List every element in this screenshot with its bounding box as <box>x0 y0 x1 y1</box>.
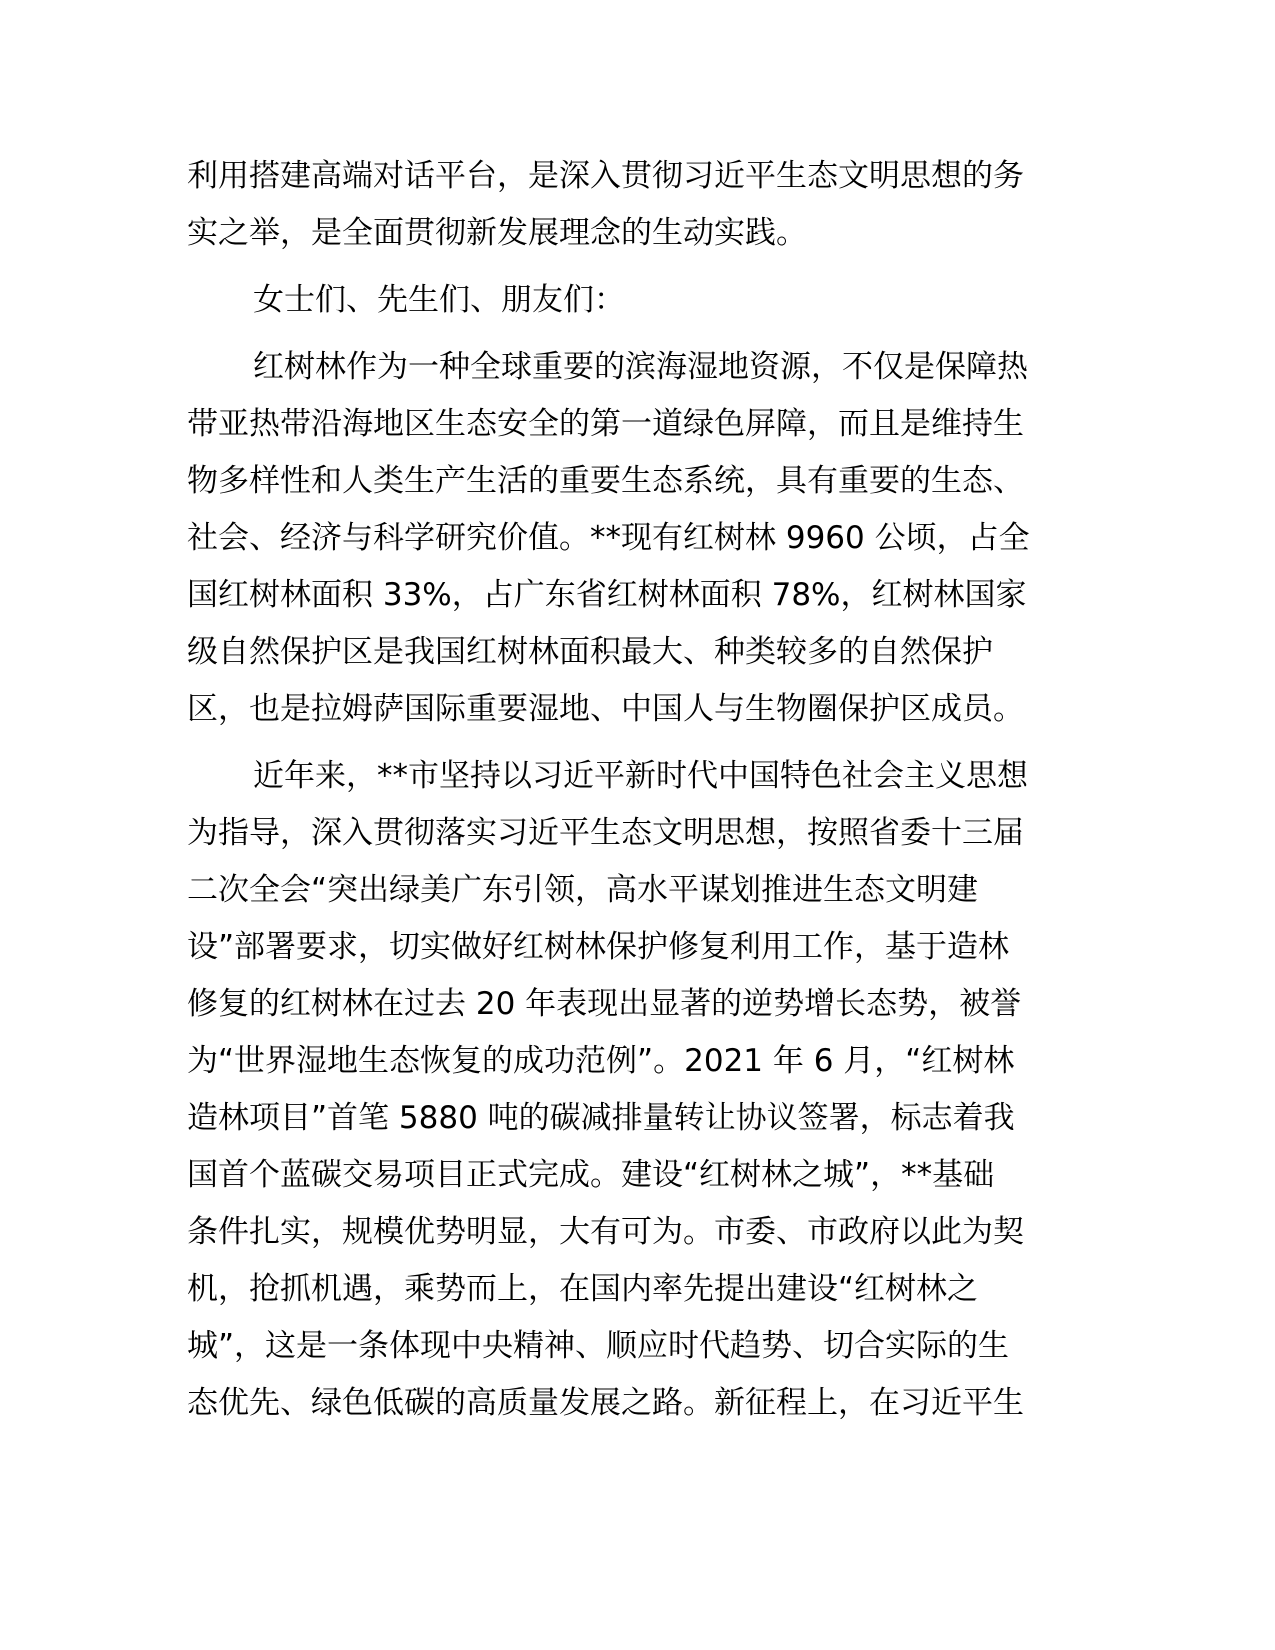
text-line: 近年来，**市坚持以习近平新时代中国特色社会主义思想 <box>253 758 1028 794</box>
text-line: 城”，这是一条体现中央精神、顺应时代趋势、切合实际的生 <box>187 1328 1010 1364</box>
text-line: 级自然保护区是我国红树林面积最大、种类较多的自然保护 <box>187 634 993 670</box>
text-line: 为指导，深入贯彻落实习近平生态文明思想，按照省委十三届 <box>187 815 1024 851</box>
text-line: 带亚热带沿海地区生态安全的第一道绿色屏障，而且是维持生 <box>187 406 1024 442</box>
text-line: 修复的红树林在过去 20 年表现出显著的逆势增长态势，被誉 <box>187 986 1022 1022</box>
text-line: 为“世界湿地生态恢复的成功范例”。2021 年 6 月，“红树林 <box>187 1043 1015 1079</box>
text-line: 实之举，是全面贯彻新发展理念的生动实践。 <box>187 215 807 251</box>
text-line: 利用搭建高端对话平台，是深入贯彻习近平生态文明思想的务 <box>187 158 1024 194</box>
text-line: 态优先、绿色低碳的高质量发展之路。新征程上，在习近平生 <box>187 1385 1024 1421</box>
text-line: 红树林作为一种全球重要的滨海湿地资源，不仅是保障热 <box>253 349 1028 385</box>
text-line: 国首个蓝碳交易项目正式完成。建设“红树林之城”，**基础 <box>187 1157 995 1193</box>
text-line: 社会、经济与科学研究价值。**现有红树林 9960 公顷，占全 <box>187 520 1030 556</box>
salutation-line: 女士们、先生们、朋友们： <box>253 282 625 318</box>
text-line: 二次全会“突出绿美广东引领，高水平谋划推进生态文明建 <box>187 872 979 908</box>
text-line: 物多样性和人类生产生活的重要生态系统，具有重要的生态、 <box>187 463 1024 499</box>
text-line: 区，也是拉姆萨国际重要湿地、中国人与生物圈保护区成员。 <box>187 691 1024 727</box>
text-line: 造林项目”首笔 5880 吨的碳减排量转让协议签署，标志着我 <box>187 1100 1015 1136</box>
text-line: 条件扎实，规模优势明显，大有可为。市委、市政府以此为契 <box>187 1214 1024 1250</box>
text-line: 机，抢抓机遇，乘势而上，在国内率先提出建设“红树林之 <box>187 1271 979 1307</box>
text-line: 设”部署要求，切实做好红树林保护修复利用工作，基于造林 <box>187 929 1010 965</box>
text-line: 国红树林面积 33%，占广东省红树林面积 78%，红树林国家 <box>187 577 1027 613</box>
